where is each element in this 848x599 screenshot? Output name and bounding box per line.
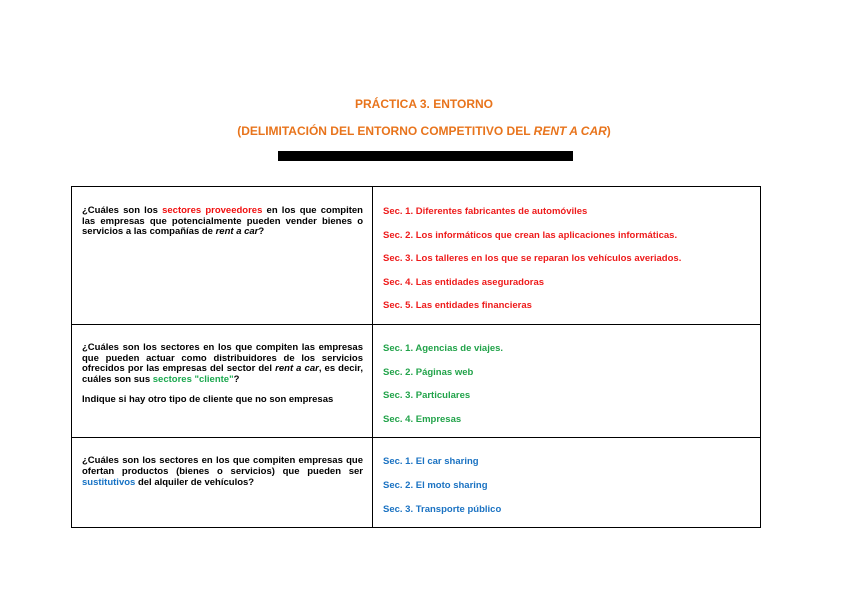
entorno-table (71, 186, 761, 528)
italic-rent-a-car: rent a car (215, 226, 259, 238)
answer-item: Sec. 3. Particulares (383, 390, 471, 402)
question-text: ¿Cuáles son los sectores en los que compiten las empresas que pueden actuar como distribuidores de los servicios ofrecidos por las empresas del sector del (82, 341, 363, 375)
question-text: , es decir, cuáles son sus (82, 363, 363, 385)
answer-item: Sec. 4. Empresas (383, 413, 462, 425)
answer-item: Sec. 3. Transporte público (383, 503, 502, 515)
answer-item: Sec. 1. Agencias de viajes. (383, 342, 504, 354)
table-row-substitutes (72, 438, 761, 528)
subtitle-prefix: (DELIMITACIÓN DEL ENTORNO COMPETITIVO DEL (237, 124, 534, 138)
italic-rent-a-car: rent a car (275, 363, 319, 375)
answer-item: Sec. 1. El car sharing (383, 456, 479, 468)
highlight-suppliers: sectores proveedores (162, 205, 263, 216)
question-clients (72, 325, 372, 406)
table-row-suppliers (72, 187, 761, 325)
question-text: en los que compiten las empresas que potencialmente pueden vender bienes o servicios a las compañías de (82, 205, 363, 238)
answer-list-substitutes (373, 438, 760, 527)
question-extra: Indique si hay otro tipo de cliente que no son empresas (82, 394, 334, 406)
subtitle-suffix: ) (606, 124, 611, 138)
question-cell (72, 438, 373, 528)
answer-item: Sec. 2. El moto sharing (383, 479, 488, 491)
question-cell (72, 187, 373, 325)
document-title: PRÁCTICA 3. ENTORNO (354, 97, 493, 111)
question-substitutes (72, 438, 372, 488)
question-text: ? (233, 373, 240, 385)
document-subtitle (0, 124, 848, 138)
answer-cell (373, 438, 761, 528)
answer-item: Sec. 2. Páginas web (383, 366, 474, 378)
subtitle-italic: RENT A CAR (533, 124, 607, 138)
answer-cell (373, 187, 761, 325)
redaction-bar (278, 151, 573, 161)
answer-item: Sec. 5. Las entidades financieras (383, 300, 532, 312)
answer-item: Sec. 2. Los informáticos que crean las aplicaciones informáticas. (383, 229, 678, 241)
answer-cell (373, 324, 761, 437)
highlight-substitutes: sustitutivos (82, 476, 136, 488)
question-text: del alquiler de vehículos? (135, 476, 255, 488)
table-row-clients (72, 324, 761, 437)
question-suppliers (72, 187, 372, 238)
highlight-clients: sectores "cliente" (152, 373, 234, 385)
question-text: ? (258, 226, 265, 238)
answer-item: Sec. 4. Las entidades aseguradoras (383, 276, 545, 288)
answer-item: Sec. 3. Los talleres en los que se reparan los vehículos averiados. (383, 253, 682, 265)
question-text: ¿Cuáles son los sectores en los que compiten empresas que ofertan productos (bienes o servicios) que pueden ser (82, 455, 363, 477)
answer-list-clients (373, 325, 760, 437)
answer-item: Sec. 1. Diferentes fabricantes de automóviles (383, 206, 588, 217)
answer-list-suppliers (373, 187, 760, 324)
question-cell (72, 324, 373, 437)
question-text: ¿Cuáles son los (82, 205, 163, 216)
